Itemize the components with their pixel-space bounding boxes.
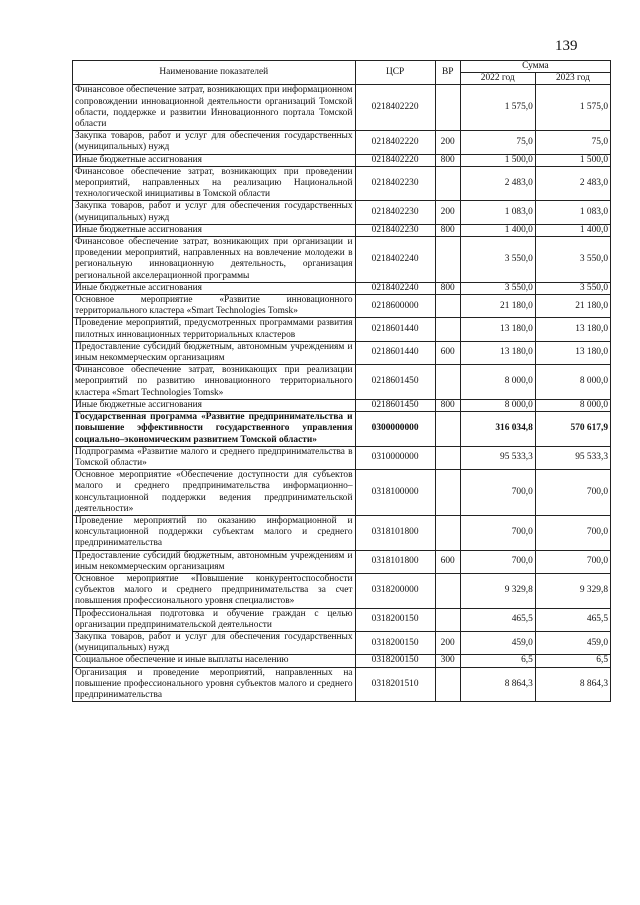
row-name: Финансовое обеспечение затрат, возникающих при организации и проведении мероприятий, направленных на вовлечение молодежи в региональную инновационную деятельность, организация региональной акселерационной программы xyxy=(73,237,356,283)
table-row xyxy=(73,201,611,224)
row-sum-2022: 3 550,0 xyxy=(460,282,535,294)
row-vr: 200 xyxy=(435,631,460,654)
row-vr: 600 xyxy=(435,341,460,364)
row-sum-2022: 1 083,0 xyxy=(460,201,535,224)
row-sum-2023: 95 533,3 xyxy=(535,446,610,469)
row-vr xyxy=(435,470,460,516)
table-row xyxy=(73,282,611,294)
row-name: Иные бюджетные ассигнования xyxy=(73,154,356,166)
row-sum-2022: 6,5 xyxy=(460,655,535,667)
row-name: Финансовое обеспечение затрат, возникающих при информационном сопровождении инновационной деятельности организаций Томской области, поддержке и развитии Инновационного портала Томской области xyxy=(73,85,356,131)
row-sum-2023: 570 617,9 xyxy=(535,412,610,447)
row-sum-2023: 9 329,8 xyxy=(535,573,610,608)
table-row xyxy=(73,365,611,400)
row-sum-2023: 13 180,0 xyxy=(535,341,610,364)
page-number: 139 xyxy=(555,38,578,54)
row-name: Финансовое обеспечение затрат, возникающих при реализации мероприятий по развитию инновационного территориального кластера «Smart Technologies Tomsk» xyxy=(73,365,356,400)
row-sum-2022: 1 575,0 xyxy=(460,85,535,131)
table-row xyxy=(73,608,611,631)
header-vr: ВР xyxy=(435,61,460,85)
row-name: Подпрограмма «Развитие малого и среднего предпринимательства в Томской области» xyxy=(73,446,356,469)
row-sum-2023: 1 500,0 xyxy=(535,154,610,166)
row-sum-2022: 1 500,0 xyxy=(460,154,535,166)
row-sum-2022: 21 180,0 xyxy=(460,295,535,318)
row-vr xyxy=(435,446,460,469)
row-sum-2023: 8 000,0 xyxy=(535,365,610,400)
row-name: Основное мероприятие «Обеспечение доступности для субъектов малого и среднего предпринимательства информационно–консультационной поддержки ведения предпринимательской деятельности» xyxy=(73,470,356,516)
table-row xyxy=(73,667,611,702)
row-name: Проведение мероприятий по оказанию информационной и консультационной поддержки субъектам малого и среднего предпринимательства xyxy=(73,515,356,550)
row-sum-2023: 13 180,0 xyxy=(535,318,610,341)
row-name: Профессиональная подготовка и обучение граждан с целью организации предпринимательской деятельности xyxy=(73,608,356,631)
row-vr xyxy=(435,85,460,131)
table-row xyxy=(73,318,611,341)
table-row xyxy=(73,655,611,667)
row-sum-2022: 8 000,0 xyxy=(460,365,535,400)
row-csr: 0218601450 xyxy=(355,365,435,400)
row-csr: 0218601450 xyxy=(355,399,435,411)
row-sum-2023: 1 400,0 xyxy=(535,224,610,236)
row-sum-2022: 3 550,0 xyxy=(460,237,535,283)
row-name: Закупка товаров, работ и услуг для обеспечения государственных (муниципальных) нужд xyxy=(73,131,356,154)
row-csr: 0218402240 xyxy=(355,237,435,283)
row-vr: 600 xyxy=(435,550,460,573)
row-csr: 0218402220 xyxy=(355,154,435,166)
row-vr xyxy=(435,166,460,201)
row-name: Финансовое обеспечение затрат, возникающих при проведении мероприятий, направленных на реализацию Национальной технологической инициативы в Томской области xyxy=(73,166,356,201)
table-row xyxy=(73,515,611,550)
row-csr: 0218600000 xyxy=(355,295,435,318)
row-vr: 200 xyxy=(435,201,460,224)
header-csr: ЦСР xyxy=(355,61,435,85)
table-row xyxy=(73,154,611,166)
row-name: Основное мероприятие «Развитие инновационного территориального кластера «Smart Technologies Tomsk» xyxy=(73,295,356,318)
row-sum-2023: 700,0 xyxy=(535,470,610,516)
row-name: Закупка товаров, работ и услуг для обеспечения государственных (муниципальных) нужд xyxy=(73,201,356,224)
row-csr: 0218402220 xyxy=(355,85,435,131)
row-sum-2022: 75,0 xyxy=(460,131,535,154)
row-csr: 0318100000 xyxy=(355,470,435,516)
row-sum-2023: 21 180,0 xyxy=(535,295,610,318)
row-sum-2023: 700,0 xyxy=(535,515,610,550)
header-year-2023: 2023 год xyxy=(535,73,610,85)
table-row xyxy=(73,224,611,236)
row-sum-2023: 2 483,0 xyxy=(535,166,610,201)
row-name: Основное мероприятие «Повышение конкурентоспособности субъектов малого и среднего предпринимательства за счет повышения профессионального уровня специалистов» xyxy=(73,573,356,608)
row-vr: 800 xyxy=(435,224,460,236)
row-sum-2022: 9 329,8 xyxy=(460,573,535,608)
row-sum-2023: 465,5 xyxy=(535,608,610,631)
row-vr xyxy=(435,237,460,283)
row-sum-2023: 8 864,3 xyxy=(535,667,610,702)
row-sum-2023: 75,0 xyxy=(535,131,610,154)
row-vr xyxy=(435,365,460,400)
row-sum-2022: 13 180,0 xyxy=(460,341,535,364)
row-sum-2022: 2 483,0 xyxy=(460,166,535,201)
row-sum-2023: 3 550,0 xyxy=(535,237,610,283)
row-sum-2022: 465,5 xyxy=(460,608,535,631)
row-csr: 0318200150 xyxy=(355,631,435,654)
row-name: Предоставление субсидий бюджетным, автономным учреждениям и иным некоммерческим организациям xyxy=(73,341,356,364)
row-sum-2023: 700,0 xyxy=(535,550,610,573)
row-csr: 0318201510 xyxy=(355,667,435,702)
row-sum-2023: 8 000,0 xyxy=(535,399,610,411)
row-csr: 0218402230 xyxy=(355,201,435,224)
row-csr: 0218601440 xyxy=(355,341,435,364)
row-vr xyxy=(435,573,460,608)
table-row xyxy=(73,573,611,608)
row-csr: 0318101800 xyxy=(355,550,435,573)
header-year-2022: 2022 год xyxy=(460,73,535,85)
row-sum-2022: 8 000,0 xyxy=(460,399,535,411)
row-sum-2023: 1 083,0 xyxy=(535,201,610,224)
row-name: Иные бюджетные ассигнования xyxy=(73,224,356,236)
row-csr: 0218601440 xyxy=(355,318,435,341)
row-name: Проведение мероприятий, предусмотренных программами развития пилотных инновационных территориальных кластеров xyxy=(73,318,356,341)
row-csr: 0300000000 xyxy=(355,412,435,447)
row-csr: 0318200150 xyxy=(355,655,435,667)
row-vr: 800 xyxy=(435,399,460,411)
row-vr: 800 xyxy=(435,154,460,166)
row-name: Иные бюджетные ассигнования xyxy=(73,282,356,294)
table-row xyxy=(73,446,611,469)
table-row xyxy=(73,237,611,283)
row-sum-2023: 1 575,0 xyxy=(535,85,610,131)
row-sum-2022: 700,0 xyxy=(460,515,535,550)
row-csr: 0218402240 xyxy=(355,282,435,294)
table-row xyxy=(73,341,611,364)
table-body xyxy=(73,85,611,702)
row-csr: 0318200000 xyxy=(355,573,435,608)
row-name: Государственная программа «Развитие предпринимательства и повышение эффективности государственного управления социально–экономическим развитием Томской области» xyxy=(73,412,356,447)
table-row xyxy=(73,550,611,573)
row-sum-2022: 700,0 xyxy=(460,470,535,516)
table-row xyxy=(73,631,611,654)
table-row xyxy=(73,470,611,516)
row-name: Иные бюджетные ассигнования xyxy=(73,399,356,411)
row-vr: 200 xyxy=(435,131,460,154)
row-csr: 0310000000 xyxy=(355,446,435,469)
table-row xyxy=(73,399,611,411)
row-sum-2023: 3 550,0 xyxy=(535,282,610,294)
row-vr xyxy=(435,295,460,318)
row-csr: 0318200150 xyxy=(355,608,435,631)
row-vr: 300 xyxy=(435,655,460,667)
row-vr: 800 xyxy=(435,282,460,294)
row-csr: 0218402230 xyxy=(355,224,435,236)
table-row xyxy=(73,85,611,131)
row-name: Закупка товаров, работ и услуг для обеспечения государственных (муниципальных) нужд xyxy=(73,631,356,654)
row-csr: 0218402230 xyxy=(355,166,435,201)
row-sum-2022: 1 400,0 xyxy=(460,224,535,236)
row-sum-2022: 13 180,0 xyxy=(460,318,535,341)
row-sum-2023: 459,0 xyxy=(535,631,610,654)
table-row xyxy=(73,131,611,154)
row-sum-2022: 95 533,3 xyxy=(460,446,535,469)
row-sum-2022: 8 864,3 xyxy=(460,667,535,702)
header-name: Наименование показателей xyxy=(73,61,356,85)
row-sum-2022: 316 034,8 xyxy=(460,412,535,447)
table-row xyxy=(73,166,611,201)
table-row xyxy=(73,412,611,447)
row-sum-2022: 700,0 xyxy=(460,550,535,573)
row-name: Организация и проведение мероприятий, направленных на повышение профессионального уровня субъектов малого и среднего предпринимательства xyxy=(73,667,356,702)
row-sum-2023: 6,5 xyxy=(535,655,610,667)
row-name: Предоставление субсидий бюджетным, автономным учреждениям и иным некоммерческим организациям xyxy=(73,550,356,573)
row-vr xyxy=(435,412,460,447)
row-name: Социальное обеспечение и иные выплаты населению xyxy=(73,655,356,667)
row-vr xyxy=(435,318,460,341)
header-sum: Сумма xyxy=(460,61,610,73)
table-row xyxy=(73,295,611,318)
row-csr: 0318101800 xyxy=(355,515,435,550)
row-csr: 0218402220 xyxy=(355,131,435,154)
row-sum-2022: 459,0 xyxy=(460,631,535,654)
row-vr xyxy=(435,515,460,550)
row-vr xyxy=(435,608,460,631)
budget-table xyxy=(72,60,611,702)
row-vr xyxy=(435,667,460,702)
